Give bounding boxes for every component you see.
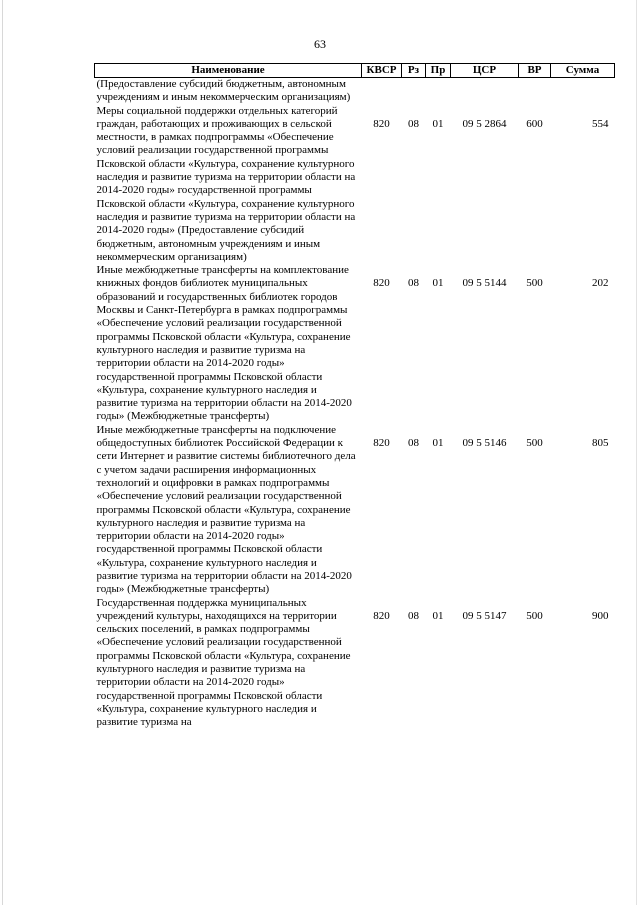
row-rz: 08 (408, 609, 419, 622)
scan-edge (2, 0, 3, 905)
row-sum: 202 (592, 277, 609, 290)
row-kvsr (362, 78, 402, 105)
table-row (95, 78, 615, 105)
table-header (95, 64, 615, 78)
row-sum: 554 (592, 117, 609, 130)
row-rz: 08 (408, 117, 419, 130)
row-csr: 09 5 5147 (462, 609, 507, 622)
page-number: 63 (314, 37, 326, 51)
table-row (95, 424, 615, 597)
row-rz: 08 (408, 436, 419, 449)
row-sum: 900 (592, 609, 609, 622)
row-pr: 01 (432, 277, 444, 290)
row-vr: 500 (526, 436, 543, 449)
row-sum: 805 (592, 436, 609, 449)
row-vr: 500 (526, 277, 543, 290)
row-sum (551, 78, 615, 105)
row-vr: 600 (526, 117, 543, 130)
table-row (95, 105, 615, 265)
row-csr: 09 5 5144 (462, 277, 507, 290)
row-pr: 01 (432, 609, 444, 622)
header-vr: ВР (519, 64, 551, 78)
row-name: Меры социальной поддержки отдельных категорий граждан, работающих и проживающих в сельской местности, в рамках подпрограммы «Обеспечение условий реализации государственной программы Псковской области «Культура, сохранение культурного наследия и развитие туризма на территории области на 2014-2020 годы» государственной программы Псковской области «Культура, сохранение культурного наследия и развитие туризма на территории области на 2014-2020 годы» (Предоставление субсидий бюджетным, автономным учреждениям и иным некоммерческим организациям) (96, 104, 356, 263)
table-row (95, 597, 615, 730)
row-rz: 08 (408, 277, 419, 290)
header-csr: ЦСР (451, 64, 519, 78)
budget-table (94, 63, 615, 730)
row-name: (Предоставление субсидий бюджетным, автономным учреждениям и иным некоммерческим организациям) (96, 78, 351, 104)
row-name: Иные межбюджетные трансферты на подключение общедоступных библиотек Российской Федерации к сети Интернет и развитие системы библиотечного дела с учетом задачи расширения информационных технологий и оцифровки в рамках подпрограммы «Обеспечение условий реализации государственной программы Псковской области «Культура, сохранение культурного наследия и развитие туризма на территории области на 2014-2020 годы» государственной программы Псковской области «Культура, сохранение культурного наследия и развитие туризма на территории области на 2014-2020 годы» (Межбюджетные трансферты) (96, 423, 356, 596)
row-rz (402, 78, 426, 105)
row-pr: 01 (432, 117, 444, 130)
row-pr (426, 78, 451, 105)
row-csr: 09 5 2864 (462, 117, 507, 130)
row-kvsr: 820 (373, 609, 390, 622)
row-csr: 09 5 5146 (462, 436, 507, 449)
row-csr (451, 78, 519, 105)
header-sum: Сумма (551, 64, 615, 78)
header-kvsr: КВСР (362, 64, 402, 78)
row-kvsr: 820 (373, 117, 390, 130)
row-vr (519, 78, 551, 105)
row-name: Иные межбюджетные трансферты на комплектование книжных фондов библиотек муниципальных образований и государственных библиотек городов Москвы и Санкт-Петербурга в рамках подпрограммы «Обеспечение условий реализации государственной программы Псковской области «Культура, сохранение культурного наследия и развитие туризма на территории области на 2014-2020 годы» государственной программы Псковской области «Культура, сохранение культурного наследия и развитие туризма на территории области на 2014-2020 годы» (Межбюджетные трансферты) (96, 264, 352, 423)
row-kvsr: 820 (373, 436, 390, 449)
table-row (95, 264, 615, 424)
header-pr: Пр (426, 64, 451, 78)
header-rz: Рз (402, 64, 426, 78)
row-name: Государственная поддержка муниципальных учреждений культуры, находящихся на территории сельских поселений, в рамках подпрограммы «Обеспечение условий реализации государственной программы Псковской области «Культура, сохранение культурного наследия и развитие туризма на территории области на 2014-2020 годы» государственной программы Псковской области «Культура, сохранение культурного наследия и развитие туризма на (96, 596, 351, 729)
row-pr: 01 (432, 436, 444, 449)
row-vr: 500 (526, 609, 543, 622)
scan-edge (636, 0, 637, 905)
header-name: Наименование (95, 64, 362, 78)
row-kvsr: 820 (373, 277, 390, 290)
